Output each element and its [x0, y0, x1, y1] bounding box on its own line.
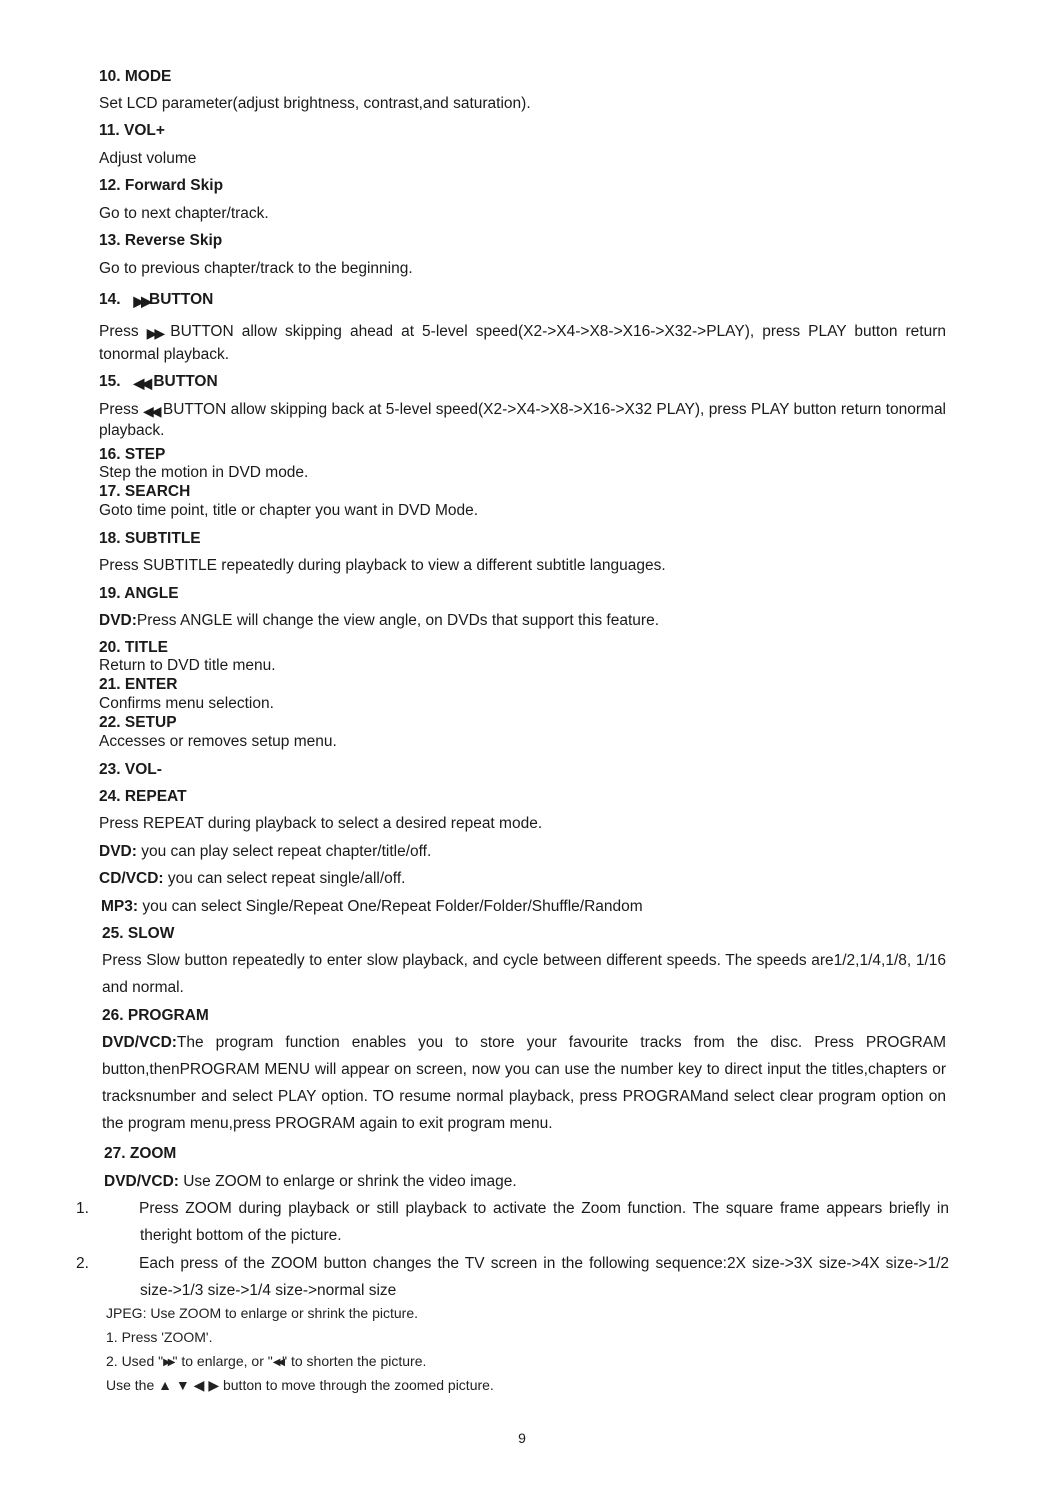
- program-heading: 26. PROGRAM: [102, 1007, 209, 1024]
- arrow-up-icon: ▲: [158, 1377, 172, 1393]
- arrow-down-icon: ▼: [175, 1377, 190, 1393]
- search-heading: 17. SEARCH: [99, 483, 191, 500]
- subtitle-desc: Press SUBTITLE repeatedly during playback to view a different subtitle languages.: [99, 557, 666, 574]
- ff-desc-text: BUTTON allow skipping ahead at 5-level speed(X2->X4->X8->X16->X32->PLAY), press PLAY button return tonormal playback.: [99, 323, 946, 363]
- rewind-icon: ◀◀: [133, 375, 150, 391]
- vol-plus-desc: Adjust volume: [99, 150, 197, 167]
- fast-forward-icon: ▶▶: [133, 293, 150, 309]
- rewind-icon: ◀◀: [142, 403, 159, 419]
- zoom-step-1: 1. Press ZOOM during playback or still playback to activate the Zoom function. The square frame appears briefly in theright bottom of the picture.: [76, 1200, 949, 1244]
- arrow-left-icon: ◀: [193, 1377, 205, 1393]
- rw-heading-label: BUTTON: [153, 373, 218, 390]
- zoom-desc: DVD/VCD: Use ZOOM to enlarge or shrink the video image.: [104, 1173, 517, 1190]
- jpeg-step-3: Use the ▲ ▼ ◀ ▶ button to move through the zoomed picture.: [106, 1377, 494, 1393]
- angle-heading: 19. ANGLE: [99, 585, 179, 602]
- fast-forward-icon: ▶▶: [163, 1357, 173, 1368]
- reverse-skip-desc: Go to previous chapter/track to the beginning.: [99, 260, 413, 277]
- rewind-button-desc: Press ◀◀ BUTTON allow skipping back at 5-level speed(X2->X4->X8->X16->X32 PLAY), press PLAY button return tonormal playback.: [99, 401, 947, 439]
- title-desc: Return to DVD title menu.: [99, 657, 276, 674]
- step-desc: Step the motion in DVD mode.: [99, 464, 309, 481]
- setup-heading: 22. SETUP: [99, 714, 177, 731]
- ff-button-heading: [99, 286, 946, 315]
- enter-desc: Confirms menu selection.: [99, 695, 274, 712]
- program-desc: DVD/VCD:The program function enables you to store your favourite tracks from the disc. Press PROGRAM button,thenPROGRAM MENU will appear on screen, now you can use the number key to direct input the titles,chapters or tracksnumber and select PLAY option. TO resume normal playback, press PROGRAMand select clear program option on the program menu,press PROGRAM again to exit program menu.: [102, 1034, 946, 1132]
- ff-heading-number: 14.: [99, 291, 121, 308]
- page-number: 9: [518, 1430, 526, 1446]
- reverse-skip-heading: 13. Reverse Skip: [99, 232, 223, 249]
- vol-plus-heading: 11. VOL+: [99, 122, 165, 139]
- slow-heading: 25. SLOW: [102, 925, 175, 942]
- zoom-step-2: 2. Each press of the ZOOM button changes the TV screen in the following sequence:2X size->3X size->4X size->1/2 size->1/3 size->1/4 size->normal size: [76, 1255, 949, 1299]
- vol-minus-heading: 23. VOL-: [99, 761, 162, 778]
- slow-desc: Press Slow button repeatedly to enter slow playback, and cycle between different speeds. The speeds are1/2,1/4,1/8, 1/16 and normal.: [102, 952, 946, 996]
- rewind-icon: ◀◀: [272, 1357, 283, 1368]
- rewind-button-heading: [99, 368, 946, 397]
- step-heading: 16. STEP: [99, 446, 166, 463]
- angle-desc: DVD:Press ANGLE will change the view angle, on DVDs that support this feature.: [99, 612, 659, 629]
- search-desc: Goto time point, title or chapter you want in DVD Mode.: [99, 502, 479, 519]
- repeat-heading: 24. REPEAT: [99, 788, 187, 805]
- forward-skip-heading: 12. Forward Skip: [99, 177, 224, 194]
- ff-heading-label: BUTTON: [149, 291, 214, 308]
- mode-desc: Set LCD parameter(adjust brightness, contrast,and saturation).: [99, 95, 531, 112]
- ff-button-desc: Press ▶▶ BUTTON allow skipping ahead at 5-level speed(X2->X4->X8->X16->X32->PLAY), press PLAY button return tonormal playback.: [99, 323, 946, 363]
- forward-skip-desc: Go to next chapter/track.: [99, 205, 269, 222]
- repeat-dvd: DVD: you can play select repeat chapter/title/off.: [99, 843, 432, 860]
- repeat-cd-vcd: CD/VCD: you can select repeat single/all/off.: [99, 870, 406, 887]
- rw-desc-text: BUTTON allow skipping back at 5-level speed(X2->X4->X8->X16->X32 PLAY), press PLAY button return tonormal playback.: [99, 401, 947, 439]
- repeat-desc: Press REPEAT during playback to select a desired repeat mode.: [99, 815, 543, 832]
- enter-heading: 21. ENTER: [99, 676, 178, 693]
- jpeg-step-2: 2. Used "▶▶" to enlarge, or "◀◀" to shorten the picture.: [106, 1350, 946, 1374]
- jpeg-step-1: 1. Press 'ZOOM'.: [106, 1329, 213, 1345]
- title-heading: 20. TITLE: [99, 639, 168, 656]
- repeat-mp3: MP3: you can select Single/Repeat One/Repeat Folder/Folder/Shuffle/Random: [101, 898, 643, 915]
- arrow-right-icon: ▶: [208, 1377, 220, 1393]
- jpeg-desc: JPEG: Use ZOOM to enlarge or shrink the picture.: [106, 1305, 419, 1321]
- mode-heading: 10. MODE: [99, 68, 172, 85]
- rw-heading-number: 15.: [99, 373, 121, 390]
- setup-desc: Accesses or removes setup menu.: [99, 733, 337, 750]
- subtitle-heading: 18. SUBTITLE: [99, 530, 201, 547]
- zoom-heading: 27. ZOOM: [104, 1145, 177, 1162]
- fast-forward-icon: ▶▶: [146, 325, 163, 341]
